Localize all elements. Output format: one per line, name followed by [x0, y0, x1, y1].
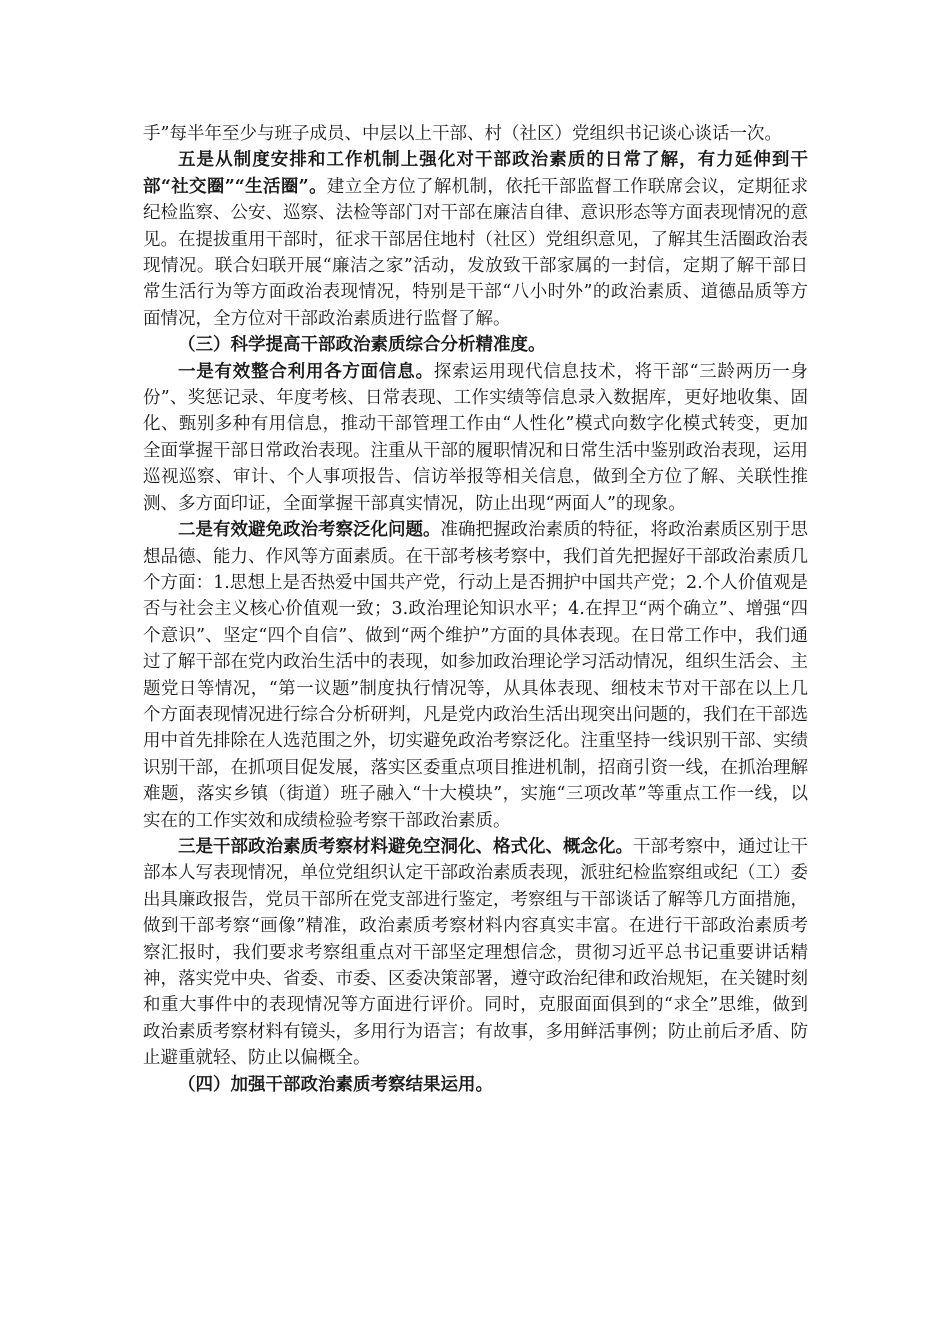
- paragraph-text: 准确把握政治素质的特征，将政治素质区别于思想品德、能力、作风等方面素质。在干部考核考察中，我们首先把握好干部政治素质几个方面：1.思想上是否热爱中国共产党，行动上是否拥护中国共产党；2.个人价值观是否与社会主义核心价值观一致；3.政治理论知识水平；4.在捍卫“两个确立”、增强“四个意识”、坚定“四个自信”、做到“两个维护”方面的具体表现。在日常工作中，我们通过了解干部在党内政治生活中的表现，如参加政治理论学习活动情况，组织生活会、主题党日等情况，“第一议题”制度执行情况等，从具体表现、细枝末节对干部在以上几个方面表现情况进行综合分析研判，凡是党内政治生活出现突出问题的，我们在干部选用中首先排除在人选范围之外，切实避免政治考察泛化。注重坚持一线识别干部、实绩识别干部，在抓项目促发展，落实区委重点项目推进机制，招商引资一线，在抓治理解难题，落实乡镇（街道）班子融入“十大模块”，实施“三项改革”等重点工作一线，以实在的工作实效和成绩检验考察干部政治素质。: [143, 520, 808, 831]
- paragraph-item-two: [143, 517, 808, 834]
- heading-text: （三）科学提高干部政治素质综合分析精准度。: [178, 335, 546, 356]
- paragraph-item-three: [143, 834, 808, 1072]
- paragraph-text: 建立全方位了解机制，依托干部监督工作联席会议，定期征求纪检监察、公安、巡察、法检等部门对干部在廉洁自律、意识形态等方面表现情况的意见。在提拔重用干部时，征求干部居住地村（社区）党组织意见，了解其生活圈政治表现情况。联合妇联开展“廉洁之家”活动，发放致干部家属的一封信，定期了解干部日常生活行为等方面政治表现情况，特别是干部“八小时外”的政治素质、道德品质等方面情况，全方位对干部政治素质进行监督了解。: [143, 176, 809, 329]
- paragraph-continuation: [143, 121, 808, 147]
- section-heading-four: [143, 1072, 808, 1098]
- paragraph-text: 手”每半年至少与班子成员、中层以上干部、村（社区）党组织书记谈心谈话一次。: [143, 124, 782, 144]
- paragraph-text: 探索运用现代信息技术，将干部“三龄两历一身份”、奖惩记录、年度考核、日常表现、工作实绩等信息录入数据库，更好地收集、固化、甄别多种有用信息，推动干部管理工作由“人性化”模式向数字化模式转变，更加全面掌握干部日常政治表现。注重从干部的履职情况和日常生活中鉴别政治表现，运用巡视巡察、审计、个人事项报告、信访举报等相关信息，做到全方位了解、关联性推测、多方面印证，全面掌握干部真实情况，防止出现“两面人”的现象。: [143, 361, 809, 514]
- paragraph-item-five: [143, 147, 808, 332]
- paragraph-lead: 二是有效避免政治考察泛化问题。: [178, 520, 441, 541]
- document-page: [143, 121, 808, 1098]
- section-heading-three: [143, 332, 808, 358]
- paragraph-lead: 三是干部政治素质考察材料避免空洞化、格式化、概念化。: [178, 836, 633, 857]
- paragraph-lead: 五是从制度安排和工作机制上强化对干部政治素质的日常了解，有力延伸到干部“社交圈”“生活圈”。: [143, 150, 808, 197]
- heading-text: （四）加强干部政治素质考察结果运用。: [178, 1074, 493, 1095]
- paragraph-text: 干部考察中，通过让干部本人写表现情况，单位党组织认定干部政治素质表现，派驻纪检监察组或纪（工）委出具廉政报告，党员干部所在党支部进行鉴定，考察组与干部谈话了解等几方面措施，做到干部考察“画像”精准，政治素质考察材料内容真实丰富。在进行干部政治素质考察汇报时，我们要求考察组重点对干部坚定理想信念，贯彻习近平总书记重要讲话精神，落实党中央、省委、市委、区委决策部署，遵守政治纪律和政治规矩，在关键时刻和重大事件中的表现情况等方面进行评价。同时，克服面面俱到的“求全”思维，做到政治素质考察材料有镜头，多用行为语言；有故事，多用鲜活事例；防止前后矛盾、防止避重就轻、防止以偏概全。: [143, 836, 808, 1069]
- paragraph-item-one: [143, 359, 808, 517]
- paragraph-lead: 一是有效整合利用各方面信息。: [178, 361, 434, 382]
